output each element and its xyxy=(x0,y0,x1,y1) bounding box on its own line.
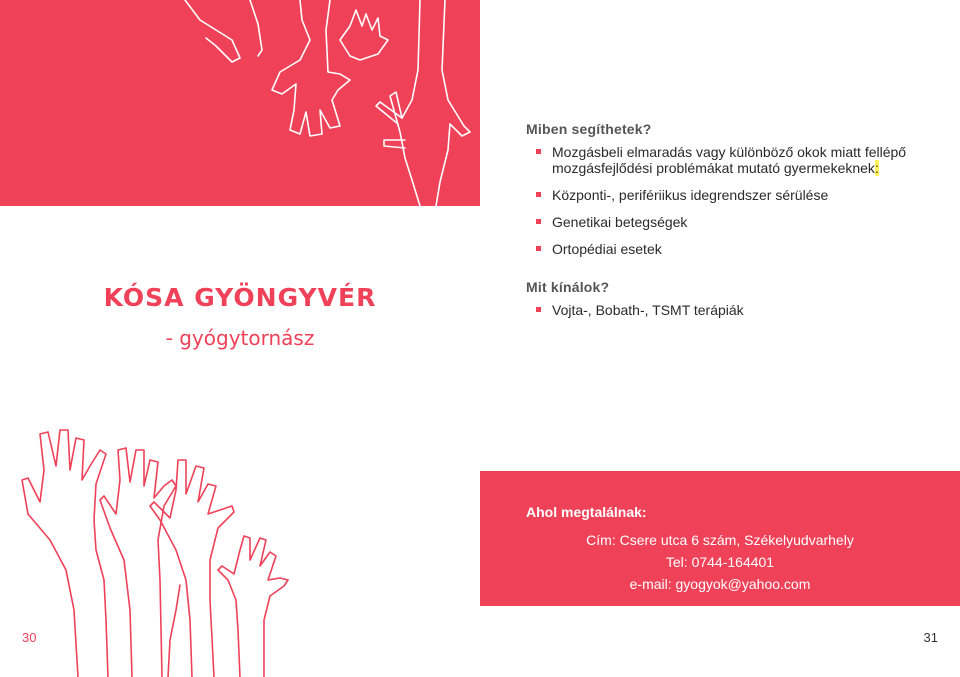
offer-heading: Mit kínálok? xyxy=(526,279,610,295)
list-item: Vojta-, Bobath-, TSMT terápiák xyxy=(526,302,946,318)
author-name: KÓSA GYÖNGYVÉR xyxy=(103,283,377,312)
contact-box xyxy=(480,471,960,606)
list-item: Mozgásbeli elmaradás vagy különböző okok miatt fellépő mozgásfejlődési problémákat mutató gyermekeknek: xyxy=(526,144,946,176)
help-list xyxy=(526,144,946,257)
right-page xyxy=(480,0,960,677)
contact-address: Cím: Csere utca 6 szám, Székelyudvarhely xyxy=(586,532,854,548)
contact-details xyxy=(480,529,960,595)
highlight-mark: : xyxy=(874,160,879,176)
list-item: Központi-, perifériikus idegrendszer sérülése xyxy=(526,187,946,203)
page-number-right: 31 xyxy=(923,630,938,645)
services-content xyxy=(526,121,946,329)
list-item: Genetikai betegségek xyxy=(526,214,946,230)
offer-list xyxy=(526,302,946,318)
raised-hands-illustration-bottom xyxy=(0,410,480,677)
help-heading: Miben segíthetek? xyxy=(526,121,652,137)
page-number-left: 30 xyxy=(22,630,37,645)
contact-heading: Ahol megtalálnak: xyxy=(526,504,647,520)
author-role: - gyógytornász xyxy=(165,326,315,350)
contact-phone: Tel: 0744-164401 xyxy=(665,554,775,570)
list-item: Ortopédiai esetek xyxy=(526,241,946,257)
raised-hands-illustration-top xyxy=(0,0,480,206)
contact-email: e-mail: gyogyok@yahoo.com xyxy=(629,576,811,592)
